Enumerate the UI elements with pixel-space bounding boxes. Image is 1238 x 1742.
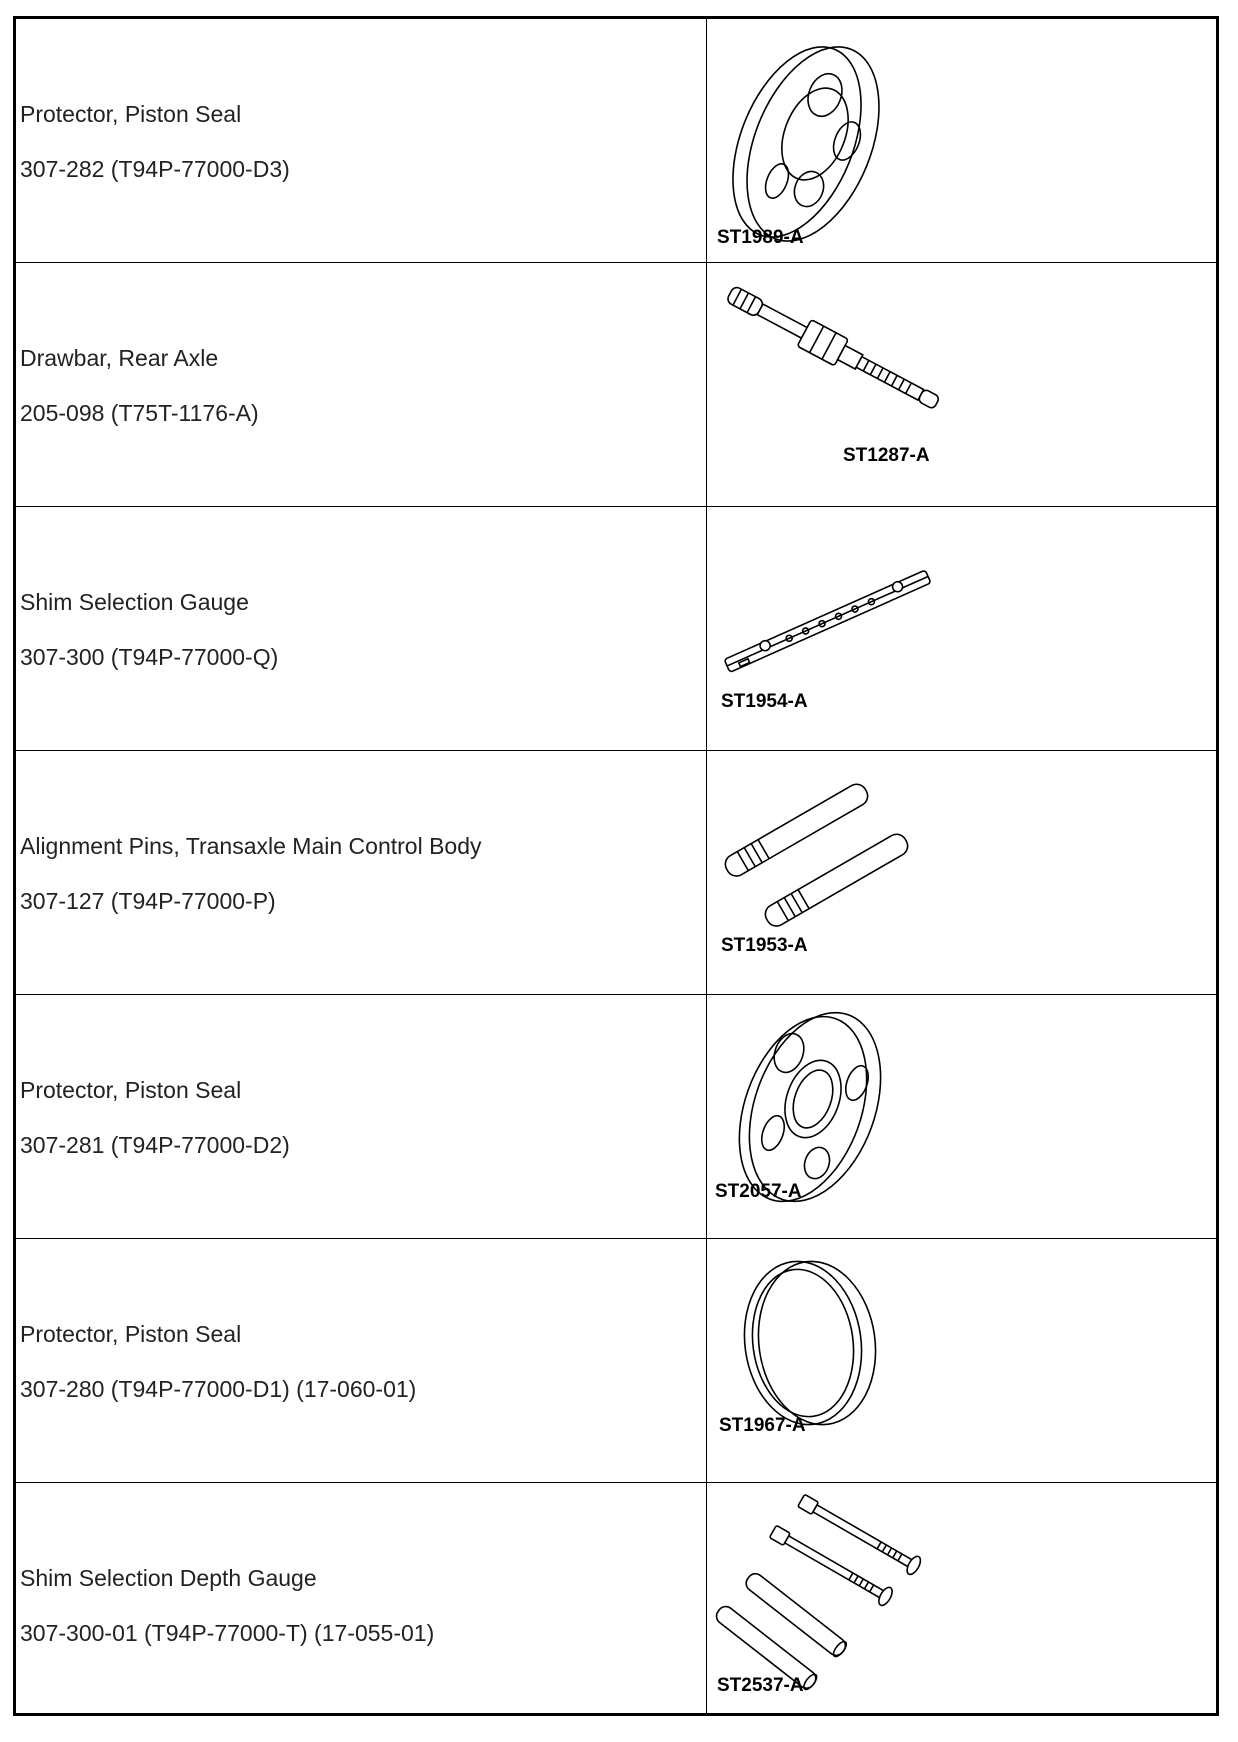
tool-illustration-cell bbox=[707, 19, 1217, 262]
tool-description-cell bbox=[20, 751, 700, 994]
tool-number: 307-127 (T94P-77000-P) bbox=[20, 888, 276, 914]
tool-description-cell bbox=[20, 1239, 700, 1482]
ring-protector-icon bbox=[707, 1239, 1217, 1483]
table-row bbox=[16, 19, 1216, 263]
tool-illustration-cell bbox=[707, 751, 1217, 994]
tool-number: 307-300-01 (T94P-77000-T) (17-055-01) bbox=[20, 1620, 435, 1646]
tool-illustration-cell bbox=[707, 1239, 1217, 1482]
figure-code: ST1953-A bbox=[721, 935, 808, 956]
table-row bbox=[16, 751, 1216, 995]
tool-illustration-cell bbox=[707, 995, 1217, 1238]
tool-number: 307-300 (T94P-77000-Q) bbox=[20, 644, 279, 670]
tool-description-cell bbox=[20, 507, 700, 750]
figure-code: ST2057-A bbox=[715, 1181, 802, 1202]
tool-name: Protector, Piston Seal bbox=[20, 1321, 242, 1347]
tool-description-cell bbox=[20, 995, 700, 1238]
tool-name: Shim Selection Depth Gauge bbox=[20, 1565, 317, 1591]
drawbar-icon bbox=[707, 263, 1217, 507]
figure-code: ST1967-A bbox=[719, 1415, 806, 1436]
tool-name: Shim Selection Gauge bbox=[20, 589, 249, 615]
tool-description-cell bbox=[20, 263, 700, 506]
tool-number: 205-098 (T75T-1176-A) bbox=[20, 400, 259, 426]
alignment-pins-icon bbox=[707, 751, 1217, 995]
tool-number: 307-281 (T94P-77000-D2) bbox=[20, 1132, 290, 1158]
tool-description-cell bbox=[20, 1483, 700, 1713]
tool-name: Drawbar, Rear Axle bbox=[20, 345, 219, 371]
figure-code: ST1989-A bbox=[717, 227, 804, 248]
figure-code: ST1954-A bbox=[721, 691, 808, 712]
shim-gauge-icon bbox=[707, 507, 1217, 751]
tool-name: Protector, Piston Seal bbox=[20, 101, 242, 127]
tool-illustration-cell bbox=[707, 263, 1217, 506]
special-tools-table bbox=[13, 16, 1219, 1716]
tool-number: 307-280 (T94P-77000-D1) (17-060-01) bbox=[20, 1376, 417, 1402]
tool-illustration-cell bbox=[707, 1483, 1217, 1713]
figure-code: ST1287-A bbox=[843, 445, 930, 466]
tool-description-cell bbox=[20, 19, 700, 262]
tool-name: Protector, Piston Seal bbox=[20, 1077, 242, 1103]
table-row bbox=[16, 263, 1216, 507]
table-row bbox=[16, 995, 1216, 1239]
tool-number: 307-282 (T94P-77000-D3) bbox=[20, 156, 290, 182]
table-row bbox=[16, 1483, 1216, 1713]
tool-illustration-cell bbox=[707, 507, 1217, 750]
tool-name: Alignment Pins, Transaxle Main Control Body bbox=[20, 833, 482, 859]
table-row bbox=[16, 507, 1216, 751]
table-row bbox=[16, 1239, 1216, 1483]
figure-code: ST2537-A bbox=[717, 1675, 804, 1696]
